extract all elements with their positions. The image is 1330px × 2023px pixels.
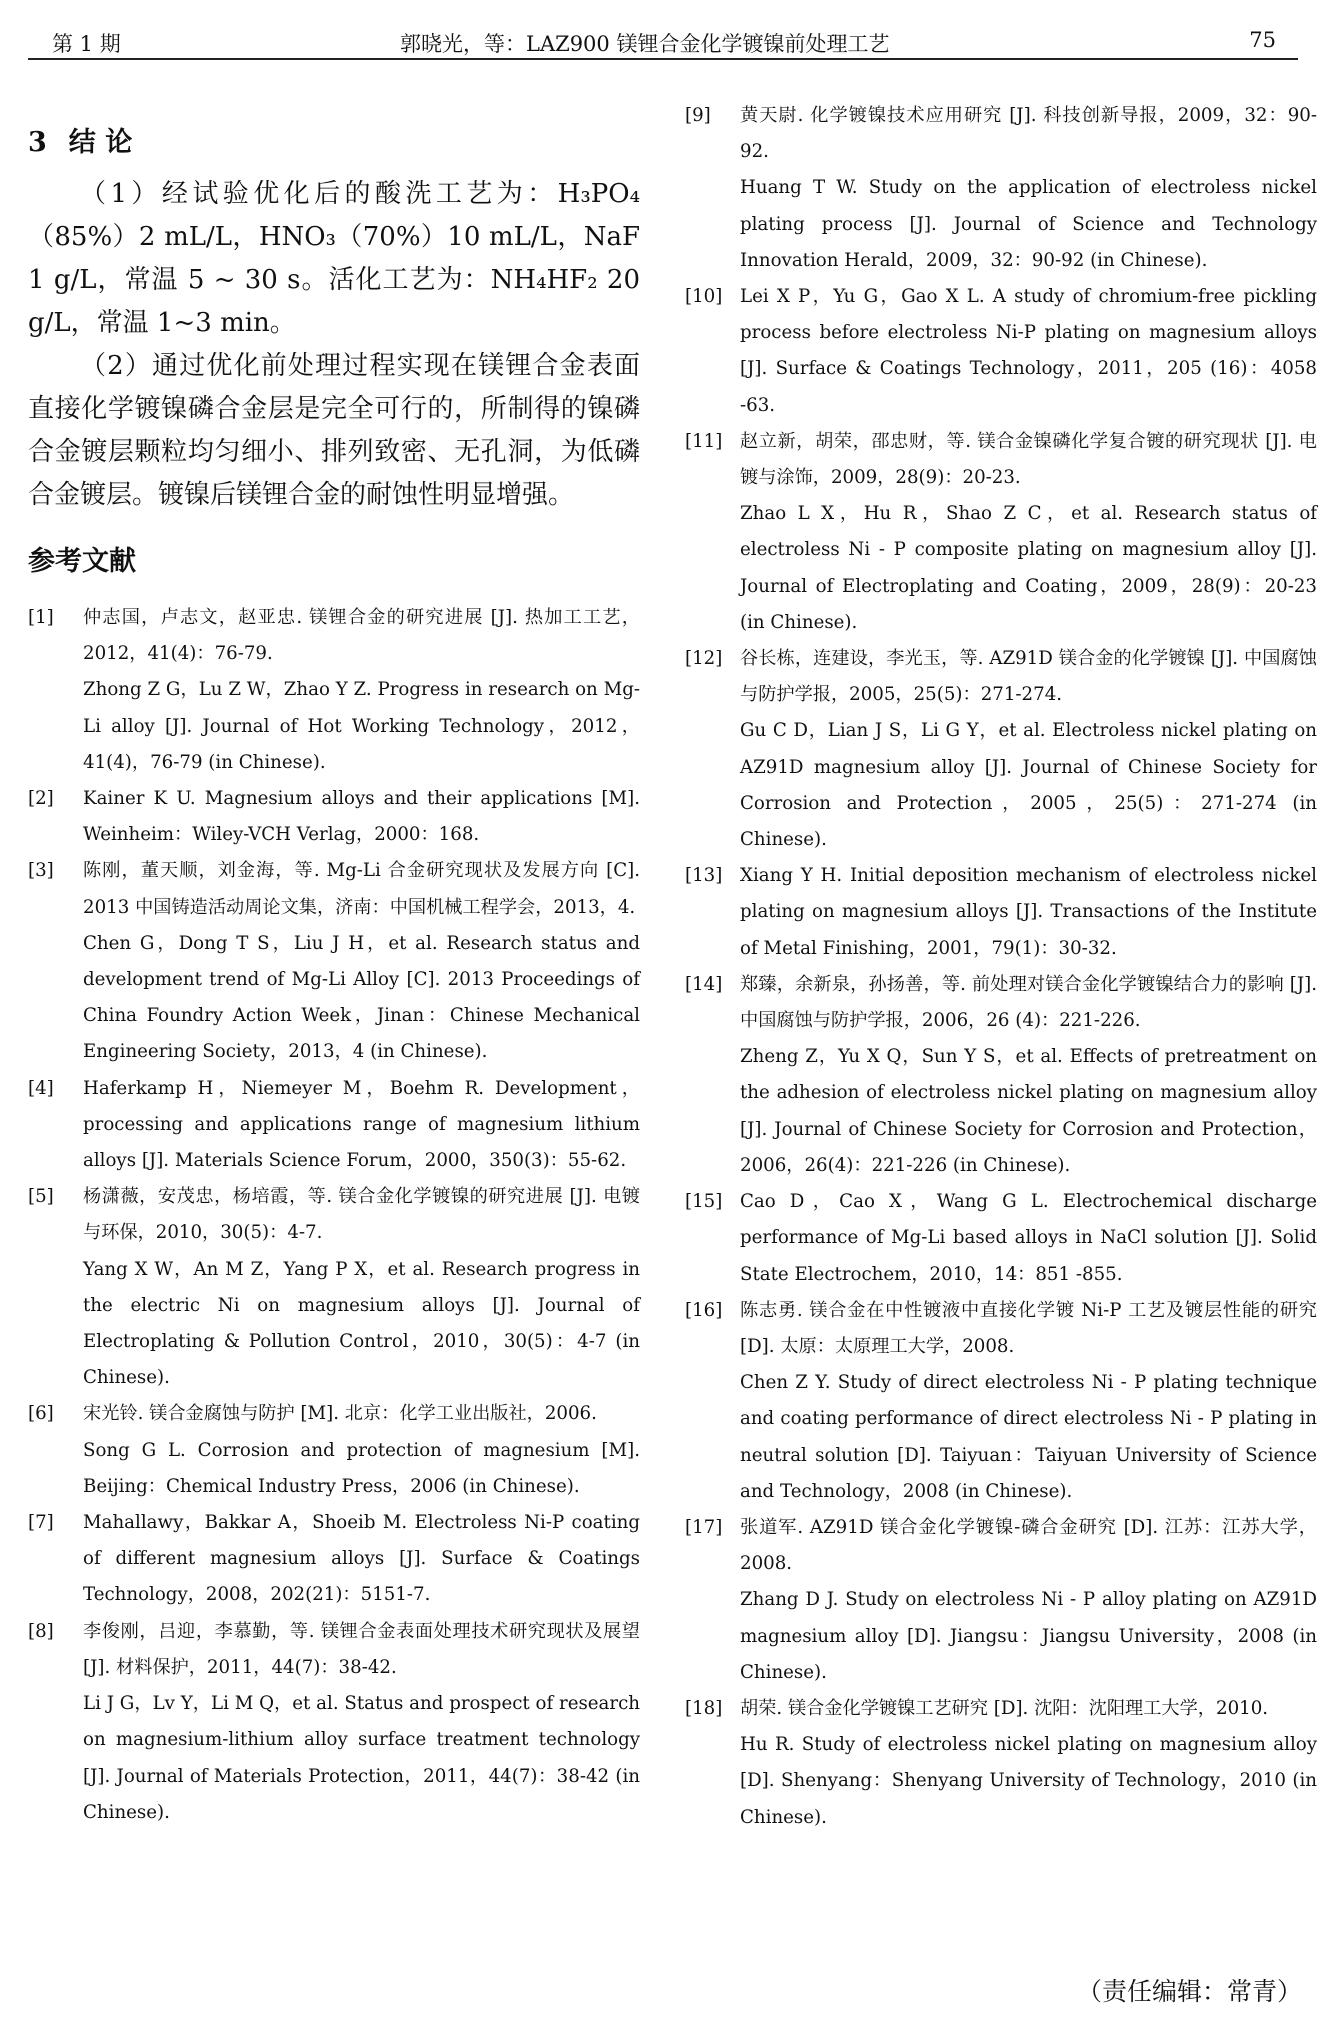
- reference-text: 陈刚，董天顺，刘金海，等. Mg-Li 合金研究现状及发展方向 [C]. 2013 中国铸造活动周论文集，济南：中国机械工程学会，2013，4.: [83, 860, 640, 918]
- reference-entry: [685, 1293, 1317, 1510]
- reference-entry: [685, 641, 1317, 858]
- reference-text: Zheng Z，Yu X Q，Sun Y S，et al. Effects of pretreatment on the adhesion of electroless nickel plating on magnesium alloy [J]. Journal of Chinese Society for Corrosion and Protection，2006，26(4)：221-226 (in Chinese).: [740, 1046, 1317, 1176]
- reference-number: [5]: [28, 1186, 54, 1208]
- reference-number: [12]: [685, 648, 723, 670]
- reference-entry: [28, 1505, 640, 1614]
- reference-text: Cao D，Cao X，Wang G L. Electrochemical discharge performance of Mg-Li based alloys in NaCl solution [J]. Solid State Electrochem，2010，14：851 -855.: [740, 1191, 1317, 1285]
- reference-text: Huang T W. Study on the application of electroless nickel plating process [J]. Journal of Science and Technology Innovation Herald，2009，32：90-92 (in Chinese).: [740, 177, 1317, 271]
- reference-number: [9]: [685, 105, 711, 126]
- reference-number: [13]: [685, 865, 723, 887]
- reference-number: [10]: [685, 286, 723, 308]
- reference-text: 黄天尉. 化学镀镍技术应用研究 [J]. 科技创新导报，2009，32：90-92.: [740, 105, 1317, 163]
- reference-entry: [685, 98, 1317, 279]
- reference-entry: [28, 1614, 640, 1831]
- reference-entry: [685, 1510, 1317, 1691]
- references-heading: 参考文献: [28, 546, 136, 577]
- reference-number: [16]: [685, 1299, 723, 1321]
- reference-text: Yang X W，An M Z，Yang P X，et al. Research progress in the electric Ni on magnesium alloys [J]. Journal of Electroplating & Pollution Control，2010，30(5)：4-7 (in Chinese).: [83, 1258, 640, 1389]
- reference-entry: [685, 1691, 1317, 1836]
- reference-text: Hu R. Study of electroless nickel plating on magnesium alloy [D]. Shenyang：Shenyang University of Technology，2010 (in Chinese).: [740, 1734, 1317, 1828]
- reference-entry: [28, 1396, 640, 1505]
- reference-text: Mahallawy，Bakkar A，Shoeib M. Electroless Ni-P coating of different magnesium alloys [J]. Surface & Coatings Technology，2008，202(21)：5151-7.: [83, 1512, 640, 1606]
- conclusion-paragraph-2: （2）通过优化前处理过程实现在镁锂合金表面直接化学镀镍磷合金层是完全可行的，所制得的镍磷合金镀层颗粒均匀细小、排列致密、无孔洞，为低磷合金镀层。镀镍后镁锂合金的耐蚀性明显增强。: [28, 351, 640, 510]
- reference-entry: [28, 1179, 640, 1396]
- reference-text: 胡荣. 镁合金化学镀镍工艺研究 [D]. 沈阳：沈阳理工大学，2010.: [740, 1697, 1269, 1719]
- reference-entry: [28, 853, 640, 1070]
- page-number: 75: [1249, 28, 1276, 52]
- left-column: [28, 90, 640, 1831]
- reference-number: [2]: [28, 788, 54, 810]
- reference-text: 郑臻，余新泉，孙扬善，等. 前处理对镁合金化学镀镍结合力的影响 [J]. 中国腐蚀与防护学报，2006，26 (4)：221-226.: [740, 973, 1317, 1032]
- reference-text: Zhong Z G，Lu Z W，Zhao Y Z. Progress in research on Mg-Li alloy [J]. Journal of Hot Working Technology，2012，41(4)，76-79 (in Chinese).: [83, 679, 640, 773]
- reference-text: 仲志国，卢志文，赵亚忠. 镁锂合金的研究进展 [J]. 热加工工艺，2012，41(4)：76-79.: [83, 607, 640, 665]
- reference-entry: [28, 600, 640, 781]
- reference-entry: [685, 279, 1317, 424]
- reference-text: Zhang D J. Study on electroless Ni - P alloy plating on AZ91D magnesium alloy [D]. Jiangsu：Jiangsu University，2008 (in Chinese).: [740, 1589, 1317, 1683]
- right-column: [685, 98, 1317, 1836]
- responsible-editor: （责任编辑：常青）: [1076, 1977, 1302, 2006]
- section-heading: [28, 120, 640, 159]
- reference-text: Kainer K U. Magnesium alloys and their applications [M]. Weinheim：Wiley-VCH Verlag，2000：168.: [83, 788, 640, 846]
- reference-text: Gu C D，Lian J S，Li G Y，et al. Electroless nickel plating on AZ91D magnesium alloy [J]. Journal of Chinese Society for Corrosion and Protection，2005，25(5)：271-274 (in Chinese).: [740, 720, 1317, 851]
- reference-number: [1]: [28, 607, 54, 628]
- reference-number: [8]: [28, 1620, 54, 1642]
- reference-entry: [685, 1184, 1317, 1293]
- reference-number: [18]: [685, 1697, 723, 1719]
- reference-number: [11]: [685, 430, 723, 452]
- reference-text: 赵立新，胡荣，邵忠财，等. 镁合金镍磷化学复合镀的研究现状 [J]. 电镀与涂饰，2009，28(9)：20-23.: [740, 430, 1317, 489]
- reference-entry: [28, 781, 640, 853]
- reference-text: Song G L. Corrosion and protection of magnesium [M]. Beijing：Chemical Industry Press，2006 (in Chinese).: [83, 1439, 640, 1497]
- reference-entry: [685, 424, 1317, 641]
- reference-number: [3]: [28, 860, 54, 882]
- issue-number: 第 1 期: [52, 32, 121, 56]
- reference-list-right: [685, 98, 1317, 1836]
- running-title: 郭晓光，等：LAZ900 镁锂合金化学镀镍前处理工艺: [400, 32, 890, 56]
- conclusion-paragraph-1: （1）经试验优化后的酸洗工艺为：H₃PO₄（85%）2 mL/L，HNO₃（70%）10 mL/L，NaF 1 g/L，常温 5 ~ 30 s。活化工艺为：NH₄HF₂ 20 g/L，常温 1~3 min。: [28, 179, 640, 338]
- reference-text: 宋光铃. 镁合金腐蚀与防护 [M]. 北京：化学工业出版社，2006.: [83, 1403, 597, 1425]
- reference-text: Chen Z Y. Study of direct electroless Ni - P plating technique and coating performance of direct electroless Ni - P plating in neutral solution [D]. Taiyuan：Taiyuan University of Science and Technology，2008 (in Chinese).: [740, 1372, 1317, 1502]
- reference-entry: [685, 858, 1317, 967]
- reference-entry: [28, 1071, 640, 1180]
- reference-number: [17]: [685, 1516, 723, 1538]
- section-title: 结 论: [68, 127, 133, 158]
- reference-number: [7]: [28, 1512, 54, 1534]
- reference-text: Haferkamp H，Niemeyer M，Boehm R. Development，processing and applications range of magnesium lithium alloys [J]. Materials Science Forum，2000，350(3)：55-62.: [83, 1077, 640, 1172]
- reference-text: Chen G，Dong T S，Liu J H，et al. Research status and development trend of Mg-Li Alloy [C]. 2013 Proceedings of China Foundry Action Week，Jinan：Chinese Mechanical Engineering Society，2013，4 (in Chinese).: [83, 932, 640, 1063]
- reference-number: [6]: [28, 1403, 54, 1425]
- reference-text: 陈志勇. 镁合金在中性镀液中直接化学镀 Ni-P 工艺及镀层性能的研究 [D]. 太原：太原理工大学，2008.: [740, 1299, 1317, 1357]
- reference-text: Zhao L X，Hu R，Shao Z C，et al. Research status of electroless Ni - P composite plating on magnesium alloy [J]. Journal of Electroplating and Coating，2009，28(9)：20-23 (in Chinese).: [740, 503, 1317, 633]
- reference-number: [15]: [685, 1191, 723, 1213]
- section-number: 3: [28, 127, 47, 158]
- reference-text: 谷长栋，连建设，李光玉，等. AZ91D 镁合金的化学镀镍 [J]. 中国腐蚀与防护学报，2005，25(5)：271-274.: [740, 648, 1317, 706]
- running-header: [28, 18, 1298, 60]
- reference-text: Li J G，Lv Y，Li M Q，et al. Status and prospect of research on magnesium-lithium alloy surface treatment technology [J]. Journal of Materials Protection，2011，44(7)：38-42 (in Chinese).: [83, 1693, 640, 1823]
- reference-text: Lei X P，Yu G，Gao X L. A study of chromium-free pickling process before electroless Ni-P plating on magnesium alloys [J]. Surface & Coatings Technology，2011，205 (16)：4058 -63.: [740, 286, 1317, 416]
- reference-text: 张道军. AZ91D 镁合金化学镀镍-磷合金研究 [D]. 江苏：江苏大学，2008.: [740, 1516, 1317, 1575]
- reference-text: 杨潇薇，安茂忠，杨培霞，等. 镁合金化学镀镍的研究进展 [J]. 电镀与环保，2010，30(5)：4-7.: [83, 1186, 640, 1244]
- reference-number: [4]: [28, 1077, 54, 1099]
- reference-list-left: [28, 600, 640, 1831]
- reference-text: Xiang Y H. Initial deposition mechanism of electroless nickel plating on magnesium alloys [J]. Transactions of the Institute of Metal Finishing，2001，79(1)：30-32.: [740, 865, 1317, 959]
- reference-entry: [685, 967, 1317, 1184]
- reference-number: [14]: [685, 973, 723, 995]
- reference-text: 李俊刚，吕迎，李慕勤，等. 镁锂合金表面处理技术研究现状及展望 [J]. 材料保护，2011，44(7)：38-42.: [83, 1620, 640, 1678]
